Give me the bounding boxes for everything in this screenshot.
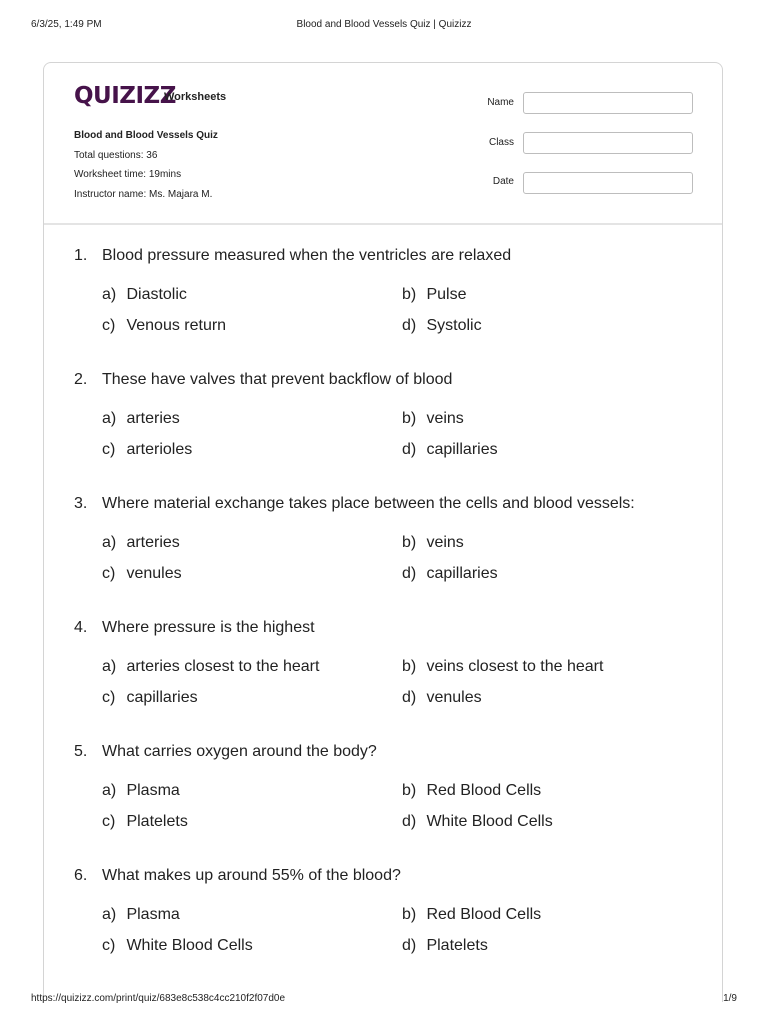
question-number: 1. <box>74 247 88 264</box>
option-a: a) Plasma <box>102 782 180 799</box>
option-c: c) White Blood Cells <box>102 937 253 954</box>
quiz-title: Blood and Blood Vessels Quiz <box>74 130 218 141</box>
question-6 <box>44 867 722 977</box>
question-text: What carries oxygen around the body? <box>102 743 377 760</box>
question-number: 4. <box>74 619 88 636</box>
logo-subtitle: Worksheets <box>164 91 227 103</box>
option-c: c) Platelets <box>102 813 188 830</box>
total-questions: Total questions: 36 <box>74 149 158 161</box>
option-a: a) arteries closest to the heart <box>102 658 320 675</box>
question-text: These have valves that prevent backflow of blood <box>102 371 453 388</box>
option-c: c) capillaries <box>102 689 198 706</box>
option-d: d) White Blood Cells <box>402 813 553 830</box>
question-number: 2. <box>74 371 88 388</box>
question-number: 6. <box>74 867 88 884</box>
name-field[interactable] <box>523 92 693 114</box>
option-d: d) Systolic <box>402 317 482 334</box>
instructor-name: Instructor name: Ms. Majara M. <box>74 188 213 200</box>
question-text: What makes up around 55% of the blood? <box>102 867 401 884</box>
print-page-title: Blood and Blood Vessels Quiz | Quizizz <box>296 19 472 30</box>
print-datetime: 6/3/25, 1:49 PM <box>31 19 102 30</box>
worksheet-header <box>44 63 722 225</box>
option-d: d) Platelets <box>402 937 488 954</box>
quizizz-logo: QUIZIZZ <box>74 83 176 109</box>
option-d: d) venules <box>402 689 482 706</box>
print-header <box>31 19 737 33</box>
date-field[interactable] <box>523 172 693 194</box>
class-label: Class <box>488 137 514 148</box>
option-d: d) capillaries <box>402 565 498 582</box>
question-4 <box>44 619 722 729</box>
worksheet-time: Worksheet time: 19mins <box>74 169 182 180</box>
option-a: a) arteries <box>102 534 180 551</box>
question-text: Where pressure is the highest <box>102 619 315 636</box>
question-5 <box>44 743 722 853</box>
name-label: Name <box>487 97 514 108</box>
question-3 <box>44 495 722 605</box>
question-text: Where material exchange takes place between the cells and blood vessels: <box>102 495 635 512</box>
quiz-meta <box>74 126 218 204</box>
option-b: b) Pulse <box>402 286 467 303</box>
option-a: a) Diastolic <box>102 286 187 303</box>
option-d: d) capillaries <box>402 441 498 458</box>
option-c: c) venules <box>102 565 182 582</box>
print-page-number: 1/9 <box>723 993 737 1004</box>
date-label: Date <box>492 176 514 187</box>
option-b: b) veins <box>402 534 464 551</box>
option-b: b) Red Blood Cells <box>402 906 542 923</box>
question-2 <box>44 371 722 481</box>
print-footer <box>31 993 737 1007</box>
question-1 <box>44 247 722 357</box>
option-c: c) arterioles <box>102 441 193 458</box>
print-url: https://quizizz.com/print/quiz/683e8c538c4cc210f2f07d0e <box>31 993 286 1004</box>
option-a: a) Plasma <box>102 906 180 923</box>
option-b: b) veins <box>402 410 464 427</box>
worksheet <box>43 62 723 1002</box>
class-field[interactable] <box>523 132 693 154</box>
option-b: b) veins closest to the heart <box>402 658 604 675</box>
question-number: 3. <box>74 495 88 512</box>
option-a: a) arteries <box>102 410 180 427</box>
question-number: 5. <box>74 743 88 760</box>
option-b: b) Red Blood Cells <box>402 782 542 799</box>
question-text: Blood pressure measured when the ventricles are relaxed <box>102 247 512 264</box>
option-c: c) Venous return <box>102 317 227 334</box>
